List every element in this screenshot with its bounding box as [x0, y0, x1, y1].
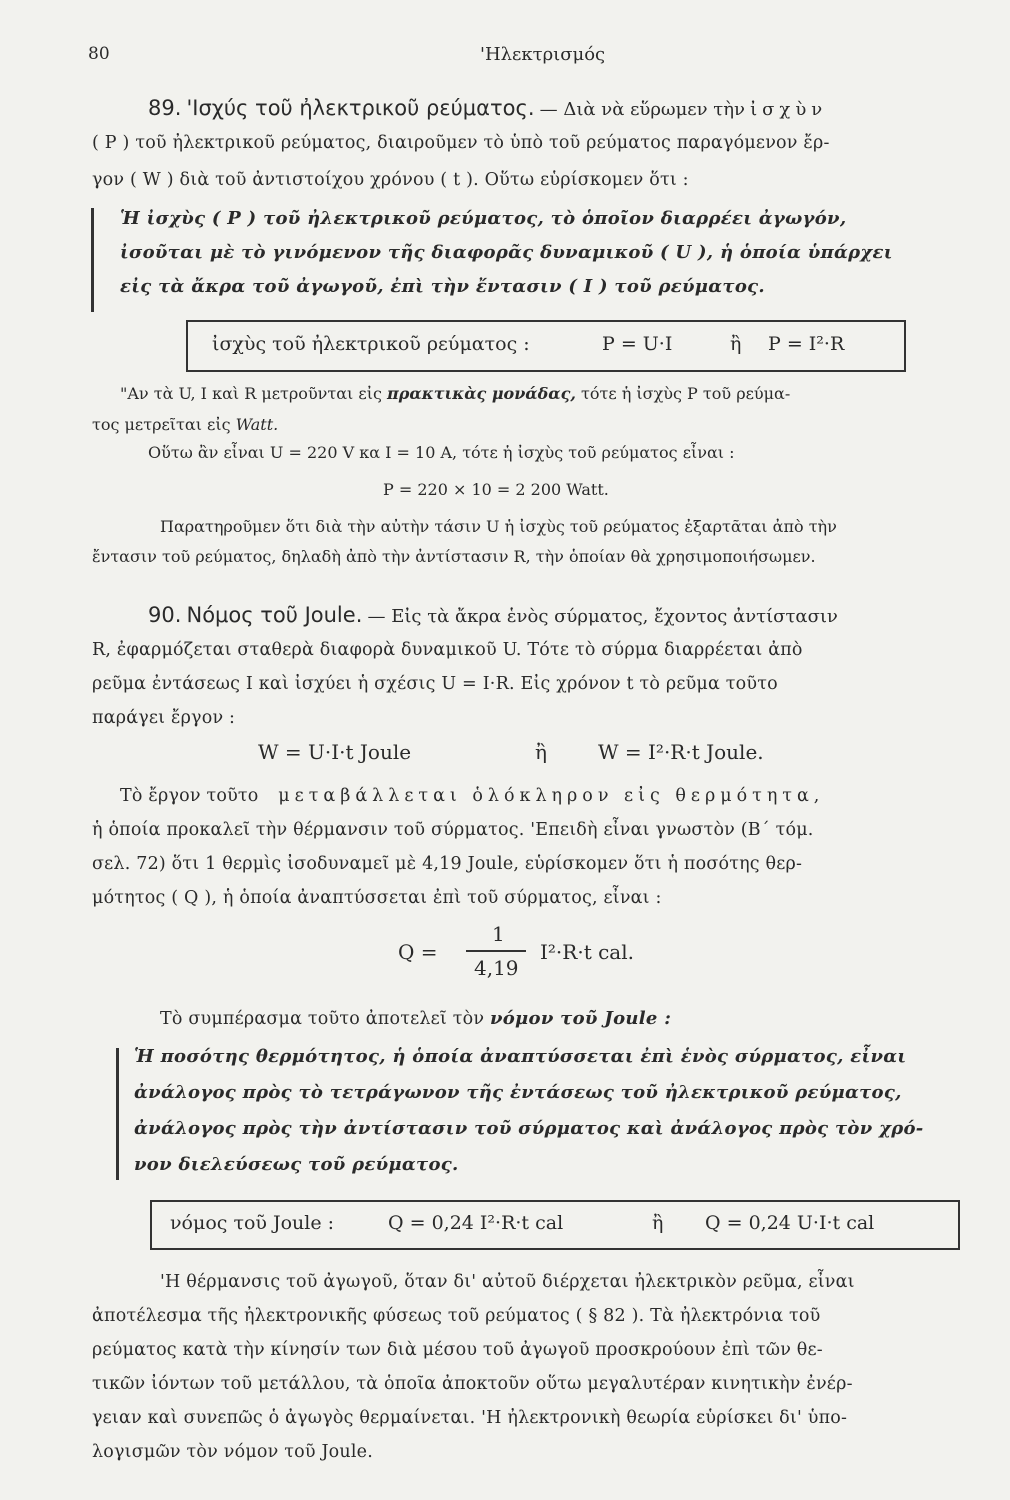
- rule-text: Ἡ ποσότης θερμότητος, ἡ ὁποία ἀναπτύσσεται ἐπὶ ἑνὸς σύρματος, εἶναι: [134, 1046, 907, 1067]
- formula: P = U·I: [602, 333, 673, 355]
- rule-text: ἀνάλογος πρὸς τὸ τετράγωνον τῆς ἐντάσεως τοῦ ἠλεκτρικοῦ ρεύματος,: [134, 1082, 902, 1103]
- example-formula: P = 220 × 10 = 2 200 Watt.: [383, 480, 609, 499]
- formula-or: ἢ: [535, 740, 547, 764]
- heat-formula-lhs: Q =: [398, 940, 438, 964]
- fraction-denominator: 4,19: [474, 956, 519, 980]
- text-line: γειαν καὶ συνεπῶς ὁ ἀγωγὸς θερμαίνεται. 'Η ἠλεκτρονικὴ θεωρία εὑρίσκει δι' ὑπο-: [92, 1408, 848, 1428]
- section-title: 'Ισχύς τοῦ ἠλεκτρικοῦ ρεύματος.: [186, 96, 535, 120]
- note-text: "Αν τὰ U, I καὶ R μετροῦνται εἰς: [120, 384, 382, 403]
- text-line: σελ. 72) ὅτι 1 θερμὶς ἰσοδυναμεῖ μὲ 4,19 Joule, εὑρίσκομεν ὅτι ἡ ποσότης θερ-: [92, 854, 803, 874]
- intro-text: — Διὰ νὰ εὕρωμεν τὴν: [539, 99, 745, 120]
- note-line: Παρατηροῦμεν ὅτι διὰ τὴν αὐτὴν τάσιν U ἡ ἰσχὺς τοῦ ρεύματος ἐξαρτᾶται ἀπὸ τὴν: [160, 517, 837, 536]
- heat-formula-rhs: I²·R·t cal.: [540, 940, 634, 964]
- formula-box-label: ἰσχὺς τοῦ ἠλεκτρικοῦ ρεύματος :: [212, 333, 530, 355]
- section-89-heading: [148, 96, 827, 120]
- formula: Q = 0,24 I²·R·t cal: [388, 1212, 564, 1234]
- emphasis-text: νόμον τοῦ Joule :: [489, 1008, 672, 1029]
- text-line: παράγει ἔργον :: [92, 708, 236, 728]
- section-90-heading: [148, 603, 838, 627]
- text-line: ( Ρ ) τοῦ ἠλεκτρικοῦ ρεύματος, διαιροῦμεν τὸ ὑπὸ τοῦ ρεύματος παραγόμενον ἔρ-: [92, 133, 830, 153]
- rule-text: ἀνάλογος πρὸς τὴν ἀντίστασιν τοῦ σύρματος καὶ ἀνάλογος πρὸς τὸν χρό-: [134, 1118, 924, 1139]
- note-text: τος μετρεῖται εἰς: [92, 415, 231, 434]
- text: Τὸ ἔργον τοῦτο: [120, 786, 259, 806]
- emphasis-text: Watt.: [235, 415, 279, 434]
- page-number: 80: [88, 44, 110, 64]
- rule-text: Ἡ ἰσχὺς ( Ρ ) τοῦ ἠλεκτρικοῦ ρεύματος, τὸ ὁποῖον διαρρέει ἀγωγόν,: [120, 208, 847, 229]
- fraction-bar: [466, 950, 526, 952]
- spaced-term: ἰσχὺν: [750, 99, 828, 120]
- section-number: 89.: [148, 96, 182, 120]
- emphasis-text: πρακτικὰς μονάδας,: [387, 384, 576, 403]
- rule-text: νον διελεύσεως τοῦ ρεύματος.: [134, 1154, 459, 1175]
- text-line: R, ἐφαρμόζεται σταθερὰ διαφορὰ δυναμικοῦ U. Τότε τὸ σύρμα διαρρέεται ἀπὸ: [92, 640, 803, 660]
- formula: P = I²·R: [768, 333, 845, 355]
- note-line: [120, 384, 790, 403]
- work-formula: W = I²·R·t Joule.: [598, 740, 764, 764]
- text-line: ἡ ὁποία προκαλεῖ τὴν θέρμανσιν τοῦ σύρματος. 'Επειδὴ εἶναι γνωστὸν (Β΄ τόμ.: [92, 820, 814, 840]
- text-line: ρεῦμα ἐντάσεως I καὶ ἰσχύει ἡ σχέσις U = I·R. Εἰς χρόνον t τὸ ρεῦμα τοῦτο: [92, 674, 778, 694]
- fraction-numerator: 1: [492, 922, 505, 946]
- running-title: 'Ηλεκτρισμός: [480, 44, 606, 65]
- formula-or: ἢ: [730, 333, 742, 355]
- text: Τὸ συμπέρασμα τοῦτο ἀποτελεῖ τὸν: [160, 1009, 485, 1029]
- section-number: 90.: [148, 603, 182, 627]
- rule-text: ἰσοῦται μὲ τὸ γινόμενον τῆς διαφορᾶς δυναμικοῦ ( U ), ἡ ὁποία ὑπάρχει: [120, 242, 893, 263]
- text-line: γον ( W ) διὰ τοῦ ἀντιστοίχου χρόνου ( t ). Οὕτω εὑρίσκομεν ὅτι :: [92, 170, 689, 190]
- note-line: [92, 415, 278, 434]
- text-line: [120, 786, 824, 806]
- text-line: τικῶν ἰόντων τοῦ μετάλλου, τὰ ὁποῖα ἀποκτοῦν οὕτω μεγαλυτέραν κινητικὴν ἐνέρ-: [92, 1374, 853, 1394]
- note-line: Οὕτω ἂν εἶναι U = 220 V κα I = 10 A, τότε ἡ ἰσχὺς τοῦ ρεύματος εἶναι :: [148, 443, 735, 462]
- text-line: ρεύματος κατὰ τὴν κίνησίν των διὰ μέσου τοῦ ἀγωγοῦ προσκρούουν ἐπὶ τῶν θε-: [92, 1340, 823, 1360]
- formula-box-label: νόμος τοῦ Joule :: [170, 1212, 335, 1234]
- text-line: ἀποτέλεσμα τῆς ἠλεκτρονικῆς φύσεως τοῦ ρεύματος ( § 82 ). Τὰ ἠλεκτρόνια τοῦ: [92, 1306, 821, 1326]
- note-text: τότε ἡ ἰσχὺς P τοῦ ρεύμα-: [581, 384, 791, 403]
- rule-text: εἰς τὰ ἄκρα τοῦ ἀγωγοῦ, ἐπὶ τὴν ἔντασιν ( I ) τοῦ ρεύματος.: [120, 276, 765, 297]
- section-title: Νόμος τοῦ Joule.: [186, 603, 363, 627]
- text-line: μότητος ( Q ), ἡ ὁποία ἀναπτύσσεται ἐπὶ τοῦ σύρματος, εἶναι :: [92, 888, 662, 908]
- text-line: 'Η θέρμανσις τοῦ ἀγωγοῦ, ὅταν δι' αὐτοῦ διέρχεται ἠλεκτρικὸν ρεῦμα, εἶναι: [160, 1272, 855, 1292]
- rule-margin-bar: [91, 208, 94, 312]
- intro-text: — Εἰς τὰ ἄκρα ἑνὸς σύρματος, ἔχοντος ἀντίστασιν: [367, 606, 838, 627]
- formula-or: ἢ: [652, 1212, 664, 1234]
- work-formula: W = U·I·t Joule: [258, 740, 412, 764]
- note-line: ἔντασιν τοῦ ρεύματος, δηλαδὴ ἀπὸ τὴν ἀντίστασιν R, τὴν ὁποίαν θὰ χρησιμοποιήσωμεν.: [92, 547, 816, 566]
- text-line: [160, 1008, 671, 1029]
- rule-margin-bar: [116, 1048, 119, 1180]
- spaced-term: μεταβάλλεται ὁλόκληρον εἰς θερμότητα,: [278, 786, 825, 806]
- formula: Q = 0,24 U·I·t cal: [705, 1212, 875, 1234]
- text-line: λογισμῶν τὸν νόμον τοῦ Joule.: [92, 1442, 373, 1462]
